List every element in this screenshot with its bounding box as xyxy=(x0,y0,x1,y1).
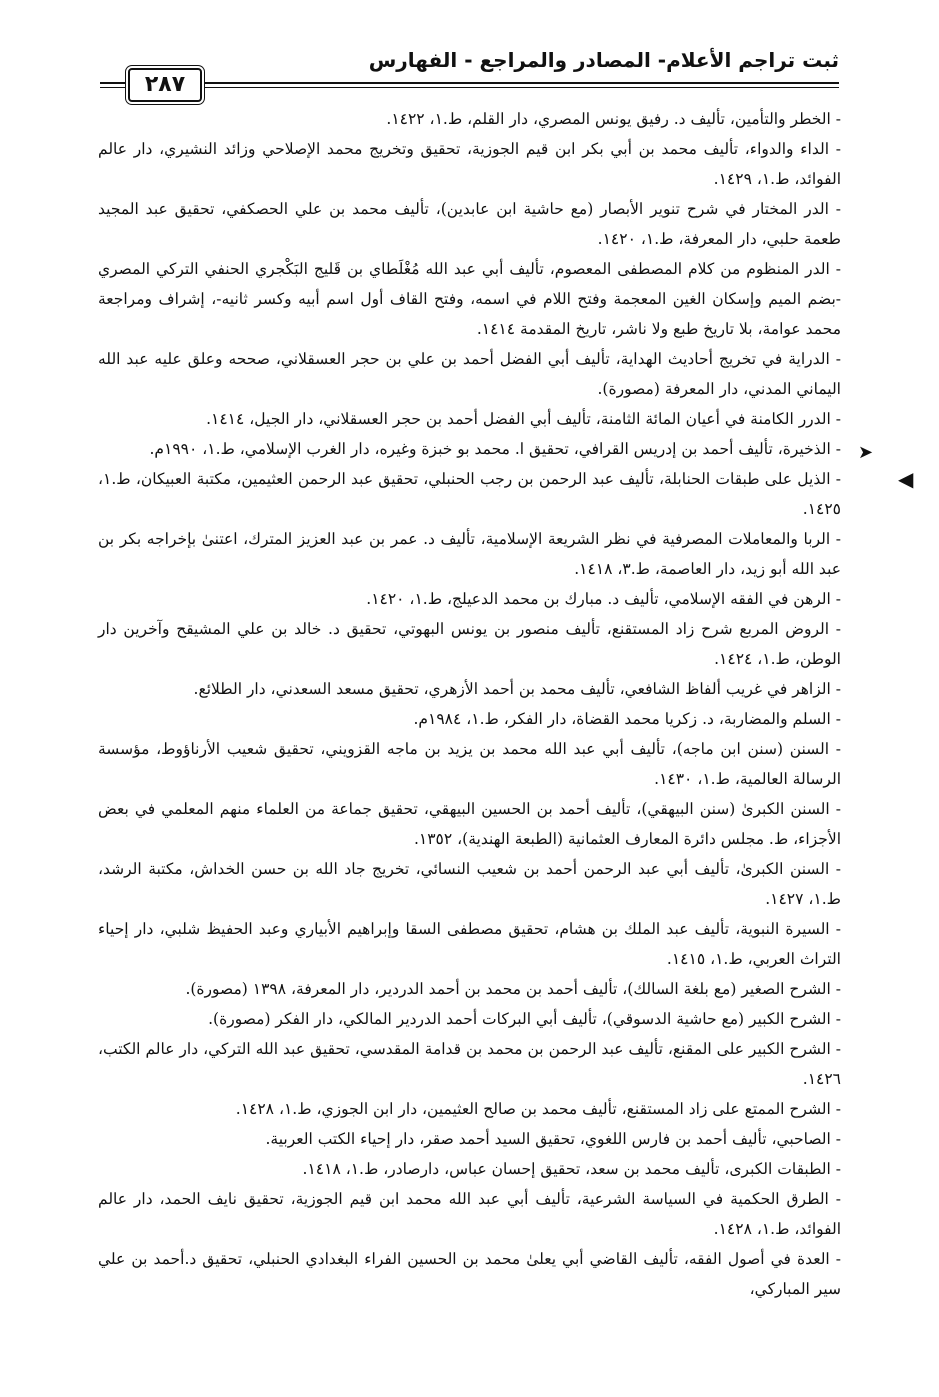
reference-entry: - الطبقات الكبرى، تأليف محمد بن سعد، تحقيق إحسان عباس، دارصادر، ط.١، ١٤١٨. xyxy=(302,1160,841,1178)
margin-arrow-icon: ◀ xyxy=(898,467,914,491)
reference-entry: - الدراية في تخريج أحاديث الهداية، تأليف أبي الفضل أحمد بن علي بن حجر العسقلاني، صححه وعلق عليه عبد الله اليماني المدني، دار المعرفة (مصورة). xyxy=(98,350,841,398)
reference-entry: - السنن الكبرىٰ (سنن البيهقي)، تأليف أحمد بن الحسين البيهقي، تحقيق جماعة من العلماء منهم المعلمي في بعض الأجزاء، ط. مجلس دائرة المعارف العثمانية (الطبعة الهندية)، ١٣٥٢. xyxy=(98,800,841,848)
reference-entry: - السنن الكبرىٰ، تأليف أبي عبد الرحمن أحمد بن شعيب النسائي، تخريج جاد الله بن حسن الخداش، مكتبة الرشد، ط.١، ١٤٢٧. xyxy=(98,860,841,908)
reference-entry: - الدر المنظوم من كلام المصطفى المعصوم، تأليف أبي عبد الله مُغْلَطاي بن قَليج البَكْجري الحنفي التركي المصري -بضم الميم وإسكان الغين المعجمة وفتح اللام في اسمه، وفتح القاف أول اسم أبيه وكسر ثانيه-، إشراف ومراجعة محمد عوامة، بلا تاريخ طبع ولا ناشر، تاريخ المقدمة ١٤١٤. xyxy=(98,260,841,338)
reference-entry: - السلم والمضاربة، د. زكريا محمد القضاة، دار الفكر، ط.١، ١٩٨٤م. xyxy=(413,710,841,728)
reference-entry: - العدة في أصول الفقه، تأليف القاضي أبي يعلىٰ محمد بن الحسين الفراء البغدادي الحنبلي، تحقيق د.أحمد بن علي سير المباركي، xyxy=(98,1250,841,1298)
reference-entry: - الدر المختار في شرح تنوير الأبصار (مع حاشية ابن عابدين)، تأليف محمد بن علي الحصكفي، تحقيق عبد المجيد طعمة حلبي، دار المعرفة، ط.١، ١٤٢٠. xyxy=(98,200,841,248)
reference-entry: - الذيل على طبقات الحنابلة، تأليف عبد الرحمن بن رجب الحنبلي، تحقيق عبد الرحمن العثيمين، مكتبة العبيكان، ط.١، ١٤٢٥. xyxy=(98,470,841,518)
reference-entry: - الرهن في الفقه الإسلامي، تأليف د. مبارك بن محمد الدعيلج، ط.١، ١٤٢٠. xyxy=(366,590,841,608)
reference-entry: - الشرح الكبير (مع حاشية الدسوقي)، تأليف أبي البركات أحمد الدردير المالكي، دار الفكر (مصورة). xyxy=(208,1010,841,1028)
reference-entry: - الربا والمعاملات المصرفية في نظر الشريعة الإسلامية، تأليف د. عمر بن عبد العزيز المترك، اعتنىٰ بإخراجه بكر بن عبد الله أبو زيد، دار العاصمة، ط.٣، ١٤١٨. xyxy=(98,530,841,578)
reference-entry: - الداء والدواء، تأليف محمد بن أبي بكر ابن قيم الجوزية، تحقيق وتخريج محمد الإصلاحي وزائد النشيري، دار عالم الفوائد، ط.١، ١٤٢٩. xyxy=(98,140,841,188)
reference-entry: - الزاهر في غريب ألفاظ الشافعي، تأليف محمد بن أحمد الأزهري، تحقيق مسعد السعدني، دار الطلائع. xyxy=(193,680,841,698)
reference-entry: - الذخيرة، تأليف أحمد بن إدريس القرافي، تحقيق ا. محمد بو خبزة وغيره، دار الغرب الإسلامي، ط.١، ١٩٩٠م. xyxy=(149,440,841,458)
running-header xyxy=(100,44,839,78)
reference-entry: - الروض المربع شرح زاد المستقنع، تأليف منصور بن يونس البهوتي، تحقيق د. خالد بن علي المشيقح وآخرين دار الوطن، ط.١، ١٤٢٤. xyxy=(98,620,841,668)
reference-entry: - السيرة النبوية، تأليف عبد الملك بن هشام، تحقيق مصطفى السقا وإبراهيم الأبياري وعبد الحفيظ شلبي، دار إحياء التراث العربي، ط.١، ١٤١٥. xyxy=(98,920,841,968)
page-number: ٢٨٧ xyxy=(128,68,202,102)
reference-entry: - الصاحبي، تأليف أحمد بن فارس اللغوي، تحقيق السيد أحمد صقر، دار إحياء الكتب العربية. xyxy=(265,1130,841,1148)
reference-entry: - الدرر الكامنة في أعيان المائة الثامنة، تأليف أبي الفضل أحمد بن حجر العسقلاني، دار الجيل، ١٤١٤. xyxy=(206,410,841,428)
header-title: ثبت تراجم الأعلام- المصادر والمراجع - الفهارس xyxy=(368,48,839,72)
reference-entry: - السنن (سنن ابن ماجه)، تأليف أبي عبد الله محمد بن يزيد بن ماجه القزويني، تحقيق شعيب الأرناؤوط، مؤسسة الرسالة العالمية، ط.١، ١٤٣٠. xyxy=(98,740,841,788)
margin-mark-icon: ➤ xyxy=(858,442,874,463)
reference-entry: - الخطر والتأمين، تأليف د. رفيق يونس المصري، دار القلم، ط.١، ١٤٢٢. xyxy=(386,110,841,128)
reference-entry: - الطرق الحكمية في السياسة الشرعية، تأليف أبي عبد الله محمد ابن قيم الجوزية، تحقيق نايف الحمد، دار عالم الفوائد، ط.١، ١٤٢٨. xyxy=(98,1190,841,1238)
header-rule-thin xyxy=(100,87,839,88)
reference-entry: - الشرح الممتع على زاد المستقنع، تأليف محمد بن صالح العثيمين، دار ابن الجوزي، ط.١، ١٤٢٨. xyxy=(235,1100,841,1118)
header-rule xyxy=(100,82,839,84)
references-list xyxy=(98,104,841,1304)
reference-entry: - الشرح الصغير (مع بلغة السالك)، تأليف أحمد بن محمد بن أحمد الدردير، دار المعرفة، ١٣٩٨ (مصورة). xyxy=(185,980,841,998)
reference-entry: - الشرح الكبير على المقنع، تأليف عبد الرحمن بن محمد بن قدامة المقدسي، تحقيق عبد الله التركي، دار عالم الكتب، ١٤٢٦. xyxy=(98,1040,841,1088)
